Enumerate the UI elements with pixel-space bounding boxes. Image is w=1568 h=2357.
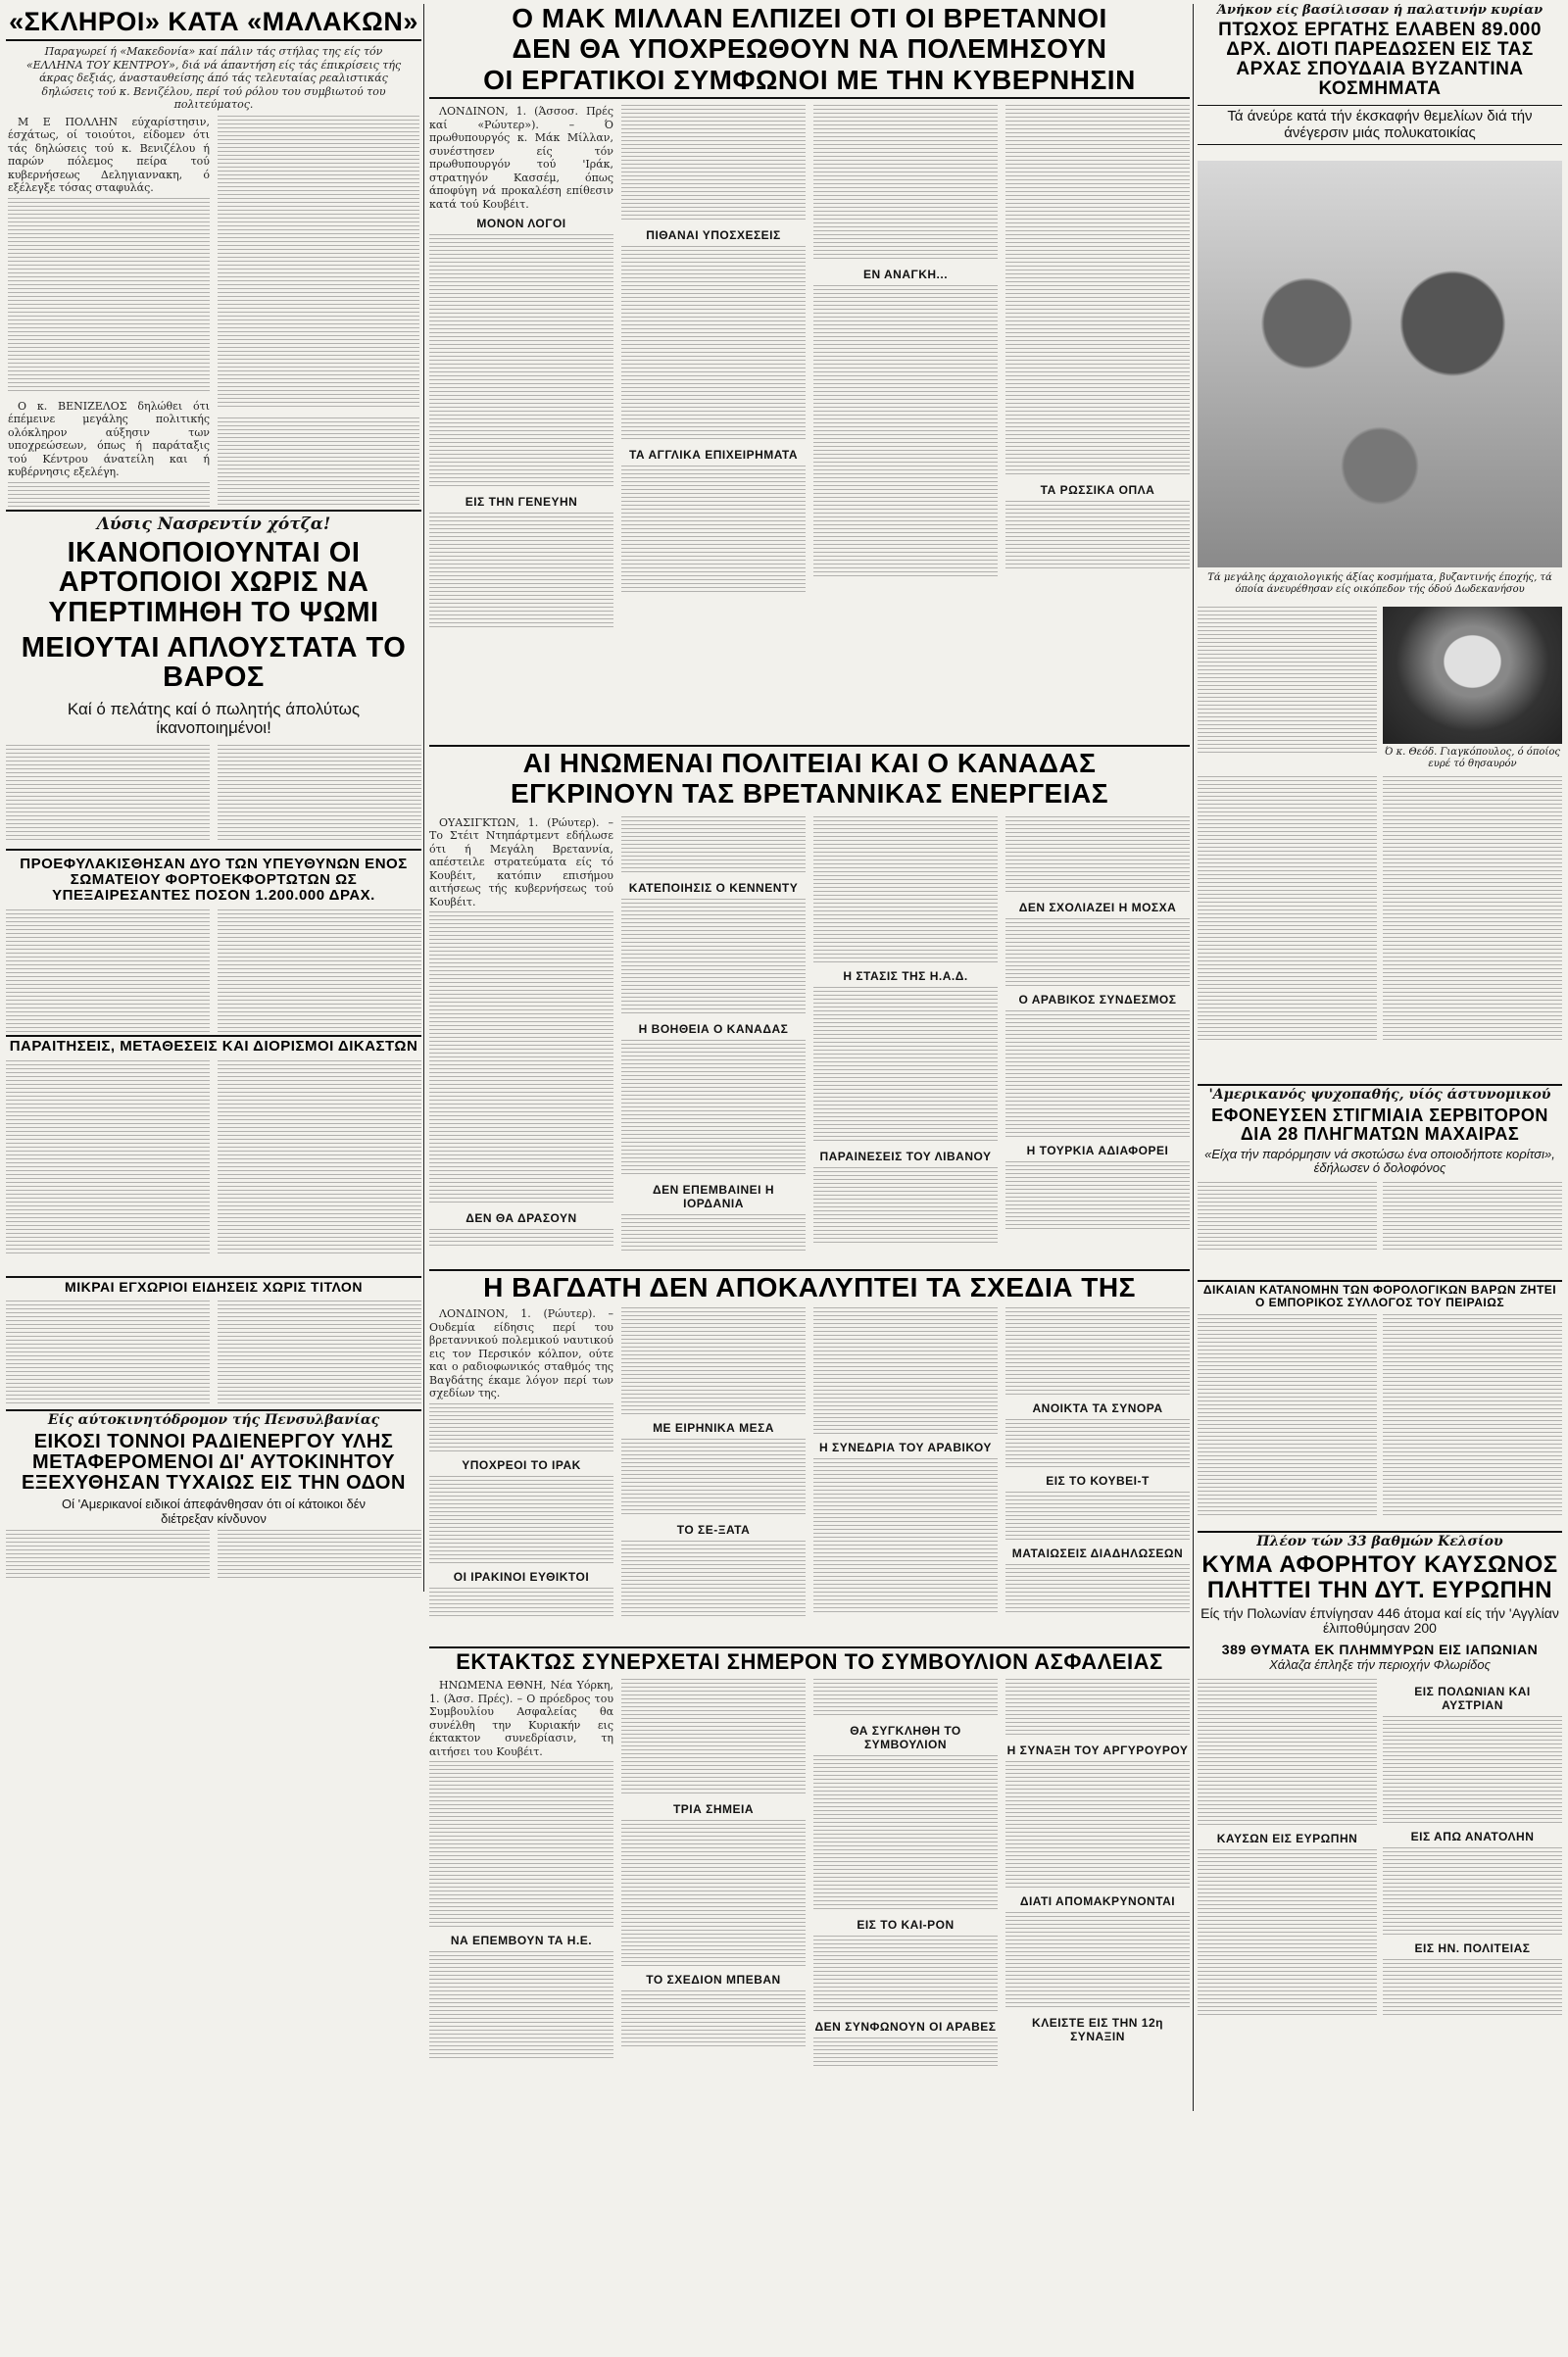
article-judges [6, 1039, 421, 1274]
section-heading: ΘΑ ΣΥΓΚΛΗΘΗ ΤΟ ΣΥΜΒΟΥΛΙΟΝ [850, 1724, 961, 1752]
text-lines [1005, 1419, 1190, 1468]
headline-piraeus-tax: ΔΙΚΑΙΑΝ ΚΑΤΑΝΟΜΗΝ ΤΩΝ ΦΟΡΟΛΟΓΙΚΩΝ ΒΑΡΩΝ ΖΗΤΕΙ Ο ΕΜΠΟΡΙΚΟΣ ΣΥΛΛΟΓΟΣ ΤΟΥ ΠΕΙΡΑΙΩΣ [1202, 1284, 1557, 1309]
section-heading: ΚΑΤΕΠΟΙΗΣΙΣ Ο ΚΕΝΝΕΝΤΥ [628, 880, 799, 895]
section-heading: ΔΙΑΤΙ ΑΠΟΜΑΚΡΥΝΟΝΤΑΙ [1019, 1894, 1176, 1909]
section-heading: ΕΙΣ ΤΗΝ ΓΕΝΕΥΗΝ [465, 495, 578, 510]
section-heading: ΥΠΟΧΡΕΟΙ ΤΟ ΙΡΑΚ [462, 1457, 581, 1472]
headline-us-canada-1: ΑΙ ΗΝΩΜΕΝΑΙ ΠΟΛΙΤΕΙΑΙ ΚΑΙ Ο ΚΑΝΑΔΑΣ [522, 749, 1097, 778]
text-lines [813, 987, 998, 1144]
section-heading: ΕΙΣ ΑΠΩ ΑΝΑΤΟΛΗΝ [1410, 1829, 1535, 1843]
headline-japan-floods: 389 ΘΥΜΑΤΑ ΕΚ ΠΛΗΜΜΥΡΩΝ ΕΙΣ ΙΑΠΩΝΙΑΝ [1221, 1641, 1539, 1657]
section-heading: ΟΙ ΙΡΑΚΙΝΟΙ ΕΥΘΙΚΤΟΙ [453, 1569, 590, 1584]
text-lines [1198, 607, 1377, 754]
worker-portrait [1383, 607, 1562, 744]
headline-killer: ΕΦΟΝΕΥΣΕΝ ΣΤΙΓΜΙΑΙΑ ΣΕΡΒΙΤΟΡΟΝ ΔΙΑ 28 ΠΛΗΓΜΑΤΩΝ ΜΑΧΑΙΡΑΣ [1211, 1105, 1548, 1145]
text-lines [1005, 1010, 1190, 1138]
article-byzantine-jewels [1198, 4, 1562, 1082]
section-heading: ΕΙΣ ΗΝ. ΠΟΛΙΤΕΙΑΣ [1414, 1940, 1531, 1955]
jewels-photo-caption: Τά μεγάλης άρχαιολογικής άξίας κοσμήματα, βυζαντινής έποχής, τά όποία άνευρέθησαν είς οικόπεδον τής όδού Δωδεκανήσου [1207, 572, 1552, 595]
article-us-canada [429, 749, 1190, 1268]
section-heading: ΔΕΝ ΣΧΟΛΙΑΖΕΙ Η ΜΟΣΧΑ [1018, 900, 1177, 914]
section-heading: ΕΙΣ ΤΟ ΚΟΥΒΕΙ-Τ [1046, 1474, 1150, 1489]
headline-porters: ΠΡΟΕΦΥΛΑΚΙΣΘΗΣΑΝ ΔΥΟ ΤΩΝ ΥΠΕΥΘΥΝΩΝ ΕΝΟΣ ΣΩΜΑΤΕΙΟΥ ΦΟΡΤΟΕΚΦΟΡΤΩΤΩΝ ΩΣ ΥΠΕΞΑΙΡΕΣΑΝΤΕΣ ΠΟΣΟΝ 1.200.000 ΔΡΑΧ. [20, 856, 408, 904]
text-lines [8, 482, 210, 509]
text-lines [1383, 1847, 1562, 1936]
text-lines [1383, 776, 1562, 1041]
text-lines [621, 1679, 806, 1796]
section-heading: ΤΟ ΣΕ-ΞΑΤΑ [676, 1523, 751, 1538]
section-heading: Η ΤΟΥΡΚΙΑ ΑΔΙΑΦΟΡΕΙ [1026, 1143, 1169, 1157]
text-lines [813, 2038, 998, 2067]
text-lines [1198, 1182, 1377, 1251]
dateline-macmillan: ΛΟΝΔΙΝΟΝ, 1. (Άσσοσ. Πρές καί «Ρώυτερ»). – Ό πρωθυπουργός κ. Μάκ Μίλλαν, συνέστησεν είς τόν πρωθυπουργόν τού 'Ιράκ, στρατηγόν Κασσέμ, όπως άποφύγη νά προκαλέση επίθεσιν κατά τού Κουβέιτ. [429, 105, 613, 211]
jewels-photo [1198, 161, 1562, 567]
headline-heatwave: ΚΥΜΑ ΑΦΟΡΗΤΟΥ ΚΑΥΣΩΝΟΣ ΠΛΗΤΤΕΙ ΤΗΝ ΔΥΤ. ΕΥΡΩΠΗΝ [1201, 1551, 1558, 1603]
text-lines [218, 745, 421, 843]
article-macmillan [429, 4, 1190, 744]
section-heading: ΤΑ ΡΩΣΣΙΚΑ ΟΠΛΑ [1040, 483, 1155, 498]
dateline-us-canada: ΟΥΑΣΙΓΚΤΩΝ, 1. (Ρώυτερ). – Το Στέιτ Ντηπάρτμεντ εδήλωσε ότι ή Μεγάλη Βρεταννία, απέστειλε στρατεύματα είς τό Κουβέιτ, κατόπιν επισήμου αιτήσεως τής κυβερνήσεως τού Κουβέιτ. [429, 815, 613, 908]
section-heading: ΚΑΥΣΩΝ ΕΙΣ ΕΥΡΩΠΗΝ [1216, 1831, 1358, 1845]
section-heading: ΜΕ ΕΙΡΗΝΙΚΑ ΜΕΣΑ [653, 1421, 774, 1436]
headline-jewels: ΠΤΩΧΟΣ ΕΡΓΑΤΗΣ ΕΛΑΒΕΝ 89.000 ΔΡΧ. ΔΙΟΤΙ ΠΑΡΕΔΩΣΕΝ ΕΙΣ ΤΑΣ ΑΡΧΑΣ ΣΠΟΥΔΑΙΑ ΒΥΖΑΝΤΙΝΑ ΚΟΣΜΗΜΑΤΑ [1218, 20, 1542, 100]
section-heading: ΚΛΕΙΣΤΕ ΕΙΣ ΤΗΝ 12η ΣΥΝΑΞΙΝ [1032, 2016, 1163, 2044]
article-hard-vs-soft [6, 4, 421, 509]
text-lines [621, 1214, 806, 1253]
text-lines [218, 116, 419, 410]
text-lines [1383, 1182, 1562, 1251]
kicker-heatwave: Πλέον τών 33 βαθμών Κελσίου [1256, 1535, 1503, 1549]
text-lines [621, 1990, 806, 2049]
text-lines [429, 513, 613, 630]
portrait-caption: Ό κ. Θεόδ. Γιαγκόπουλος, ό όποίος ευρέ τό θησαυρόν [1385, 747, 1560, 769]
text-lines [621, 816, 806, 875]
headline-macmillan-3: ΟΙ ΕΡΓΑΤΙΚΟΙ ΣΥΜΦΩΝΟΙ ΜΕ ΤΗΝ ΚΥΒΕΡΝΗΣΙΝ [429, 66, 1190, 99]
subhead-heatwave: Είς τήν Πολωνίαν έπνίγησαν 446 άτομα καί είς τήν 'Αγγλίαν έλιποθύμησαν 200 [1200, 1604, 1559, 1637]
text-lines [1005, 1912, 1190, 2010]
text-lines [813, 105, 998, 262]
text-lines [429, 1588, 613, 1617]
text-lines [621, 1439, 806, 1517]
text-lines [429, 1476, 613, 1564]
headline-bakers-2: ΜΕΙΟΥΤΑΙ ΑΠΛΟΥΣΤΑΤΑ ΤΟ ΒΑΡΟΣ [21, 632, 407, 694]
text-lines [621, 1820, 806, 1967]
text-lines [1005, 501, 1190, 569]
text-lines [1198, 776, 1377, 1041]
text-lines [1005, 105, 1190, 477]
subhead-jewels: Τά άνεύρε κατά τήν έκσκαφήν θεμελίων διά τήν άνέγερσιν μιάς πολυκατοικίας [1198, 105, 1562, 145]
text-lines [813, 1936, 998, 2014]
text-lines [218, 417, 419, 508]
text-lines [813, 816, 998, 963]
article-american-killer [1198, 1088, 1562, 1279]
section-heading: ΑΝΟΙΚΤΑ ΤΑ ΣΥΝΟΡΑ [1032, 1401, 1163, 1416]
text-lines [429, 1951, 613, 2059]
text-lines [429, 911, 613, 1205]
text-lines [1005, 1161, 1190, 1230]
section-heading: ΔΕΝ ΕΠΕΜΒΑΙΝΕΙ Η ΙΟΡΔΑΝΙΑ [653, 1182, 774, 1210]
section-heading: ΤΑ ΑΓΓΛΙΚΑ ΕΠΙΧΕΙΡΗΜΑΤΑ [628, 448, 799, 463]
section-heading: ΔΕΝ ΘΑ ΔΡΑΣΟΥΝ [466, 1211, 577, 1226]
section-heading: Η ΣΥΝΕΔΡΙΑ ΤΟΥ ΑΡΑΒΙΚΟΥ [819, 1441, 992, 1455]
text-lines [621, 1541, 806, 1619]
section-heading: ΕΙΣ ΤΟ ΚΑΙ-ΡΟΝ [857, 1918, 955, 1933]
kicker-jewels: Άνήκον είς βασίλισσαν ή παλατινήν κυρίαν [1216, 4, 1544, 18]
kicker-killer: 'Αμερικανός ψυχοπαθής, υίός άστυνομικού [1208, 1088, 1551, 1103]
subhead-killer: «Είχα τήν παρόρμησιν νά σκοτώσω ένα οποιοδήποτε κορίτσι», έδήλωσεν ό δολοφόνος [1204, 1147, 1555, 1176]
section-heading: ΤΟ ΣΧΕΔΙΟΝ ΜΠΕΒΑΝ [646, 1973, 781, 1988]
headline-local-news: ΜΙΚΡΑΙ ΕΓΧΩΡΙΟΙ ΕΙΔΗΣΕΙΣ ΧΩΡΙΣ ΤΙΤΛΟΝ [65, 1280, 363, 1295]
kicker-bakers: Λύσις Νασρεντίν χότζα! [96, 515, 331, 534]
headline-hard-vs-soft: «ΣΚΛΗΡΟΙ» ΚΑΤΑ «ΜΑΛΑΚΩΝ» [6, 4, 421, 41]
text-lines [6, 1301, 210, 1403]
text-lines [1383, 1716, 1562, 1824]
headline-judges: ΠΑΡΑΙΤΗΣΕΙΣ, ΜΕΤΑΘΕΣΕΙΣ ΚΑΙ ΔΙΟΡΙΣΜΟΙ ΔΙΚΑΣΤΩΝ [9, 1039, 418, 1055]
text-lines [1198, 1849, 1377, 2016]
text-lines [429, 234, 613, 489]
text-lines [813, 1307, 998, 1435]
section-heading: Η ΣΥΝΑΞΗ ΤΟΥ ΑΡΓΥΡΟΥΡΟΥ [1006, 1743, 1189, 1758]
section-heading: ΔΕΝ ΣΥΝΦΩΝΟΥΝ ΟΙ ΑΡΑΒΕΣ [814, 2020, 997, 2035]
text-lines [429, 1403, 613, 1452]
section-heading: ΜΟΝΟΝ ΛΟΓΟΙ [476, 217, 566, 231]
text-lines [429, 1761, 613, 1928]
text-lines [621, 1040, 806, 1177]
text-lines [621, 899, 806, 1016]
article-security-council [429, 1650, 1190, 2111]
headline-security-council: ΕΚΤΑΚΤΩΣ ΣΥΝΕΡΧΕΤΑΙ ΣΗΜΕΡΟΝ ΤΟ ΣΥΜΒΟΥΛΙΟΝ ΑΣΦΑΛΕΙΑΣ [456, 1650, 1163, 1674]
text-lines [1005, 1761, 1190, 1889]
text-lines [1005, 1679, 1190, 1738]
text-lines [8, 198, 210, 394]
text-lines [813, 285, 998, 579]
text-lines [813, 1755, 998, 1912]
headline-bakers: ΙΚΑΝΟΠΟΙΟΥΝΤΑΙ ΟΙ ΑΡΤΟΠΟΙΟΙ ΧΩΡΙΣ ΝΑ ΥΠΕΡΤΙΜΗΘΗ ΤΟ ΨΩΜΙ [48, 536, 379, 628]
kicker-radioactive: Είς αύτοκινητόδρομον τής Πενσυλβανίας [47, 1413, 380, 1428]
dateline-security-council: ΗΝΩΜΕΝΑ ΕΘΝΗ, Νέα Υόρκη, 1. (Άσσ. Πρές). – Ο πρόεδρος του Συμβουλίου Ασφαλείας θα συνέλθη την Κυριακήν εις έκτακτον συνεδρίασιν, τη αιτήσει του Κουβέιτ. [429, 1679, 613, 1758]
article-heatwave [1198, 1535, 1562, 2111]
text-lines [1383, 1314, 1562, 1515]
text-lines [621, 246, 806, 442]
dateline-baghdad: ΛΟΝΔΙΝΟΝ, 1. (Ρώυτερ). – Ουδεμία είδησις περί του βρεταννικού πολεμικού ναυτικού εις τον Περσικόν κόλπον, ούτε και ο ραδιοφωνικός σταθμός της Βαγδάτης έκαμε λόγον περί των σχεδίων της. [429, 1307, 613, 1400]
section-heading: ΕΝ ΑΝΑΓΚΗ... [862, 268, 949, 282]
text-lines [621, 105, 806, 222]
section-heading: Η ΣΤΑΣΙΣ ΤΗΣ Η.Α.Δ. [843, 968, 968, 983]
article-piraeus-tax [1198, 1284, 1562, 1529]
text-lines [6, 745, 210, 843]
article-bakers [6, 514, 421, 1033]
body-paragraph: Μ Ε ΠΟΛΛΗΝ εύχαρίστησιν, έσχάτως, οί τοιούτοι, είδομεν ότι τάς δηλώσεις τού κ. Βενιζέλου ή παρών πόλεμος πείρα τού κυβερνήσεως Δεληγιαννακη, ό εξέλεγξε τόσας σταφυλάς. [8, 115, 210, 195]
text-lines [6, 909, 210, 1034]
text-lines [218, 1301, 421, 1403]
subhead-florida-hail: Χάλαζα έπληξε τήν περιοχήν Φλωρίδος [1269, 1657, 1491, 1673]
section-heading: Ο ΑΡΑΒΙΚΟΣ ΣΥΝΔΕΣΜΟΣ [1018, 992, 1177, 1007]
text-lines [6, 1530, 210, 1579]
text-lines [1005, 1492, 1190, 1541]
text-lines [218, 1530, 421, 1579]
section-heading: ΕΙΣ ΠΟΛΩΝΙΑΝ ΚΑΙ ΑΥΣΤΡΙΑΝ [1414, 1684, 1531, 1712]
headline-macmillan-2: ΔΕΝ ΘΑ ΥΠΟΧΡΕΩΘΟΥΝ ΝΑ ΠΟΛΕΜΗΣΟΥΝ [512, 33, 1107, 65]
text-lines [621, 1307, 806, 1415]
headline-radioactive: ΕΙΚΟΣΙ ΤΟΝΝΟΙ ΡΑΔΙΕΝΕΡΓΟΥ ΥΛΗΣ ΜΕΤΑΦΕΡΟΜΕΝΟΙ ΔΙ' ΑΥΤΟΚΙΝΗΤΟΥ ΕΞΕΧΥΘΗΣΑΝ ΤΥΧΑΙΩΣ ΕΙΣ ΤΗΝ ΟΔΟΝ [22, 1431, 406, 1495]
headline-us-canada-2: ΕΓΚΡΙΝΟΥΝ ΤΑΣ ΒΡΕΤΑΝΝΙΚΑΣ ΕΝΕΡΓΕΙΑΣ [510, 778, 1109, 810]
text-lines [6, 1060, 210, 1256]
section-heading: ΝΑ ΕΠΕΜΒΟΥΝ ΤΑ Η.Ε. [450, 1934, 593, 1948]
text-lines [218, 909, 421, 1034]
text-lines [1005, 1564, 1190, 1613]
article-radioactive [6, 1413, 421, 1595]
section-heading: Η ΒΟΗΘΕΙΑ Ο ΚΑΝΑΔΑΣ [638, 1021, 789, 1036]
text-lines [1383, 1959, 1562, 2018]
body-paragraph: Ο κ. ΒΕΝΙΖΕΛΟΣ δηλώθει ότι έπέμεινε μεγάλης πολιτικής ολόκληρον αύξησιν των υποχρεώσεων, όπως ή παράταξις τού Κέντρου άνατείλη και ή κυβέρνησις εξελέγη. [8, 399, 210, 479]
section-heading: ΜΑΤΑΙΩΣΕΙΣ ΔΙΑΔΗΛΩΣΕΩΝ [1011, 1547, 1184, 1561]
article-local-news [6, 1280, 421, 1407]
section-heading: ΠΙΘΑΝΑΙ ΥΠΟΣΧΕΣΕΙΣ [646, 228, 781, 243]
text-lines [1005, 918, 1190, 987]
text-lines [429, 1229, 613, 1249]
text-lines [813, 1167, 998, 1246]
section-heading: ΤΡΙΑ ΣΗΜΕΙΑ [672, 1802, 755, 1817]
text-lines [1198, 1314, 1377, 1515]
subhead-radioactive: Οί 'Αμερικανοί ειδικοί άπεφάνθησαν ότι οί κάτοικοι δέν διέτρεξαν κίνδυνον [61, 1497, 367, 1526]
text-lines [1198, 1679, 1377, 1826]
intro-text: Παραγωρεί ή «Μακεδονία» καί πάλιν τάς στήλας της είς τόν «ΕΛΛΗΝΑ ΤΟΥ ΚΕΝΤΡΟΥ», διά νά άπαντήση είς τάς έπικρίσεις τής άκρας δεξιάς, άνασταυθείσης άπό τάς τελευταίας ρεαλιστικάς δηλώσεις τού κ. Βενιζέλου, περί τού ρόλου του συμβιωτού του πολιτεύματος. [25, 45, 402, 112]
text-lines [1005, 816, 1190, 895]
headline-macmillan-1: Ο ΜΑΚ ΜΙΛΛΑΝ ΕΛΠΙΖΕΙ ΟΤΙ ΟΙ ΒΡΕΤΑΝΝΟΙ [512, 4, 1107, 33]
text-lines [813, 1679, 998, 1718]
text-lines [1005, 1307, 1190, 1396]
text-lines [813, 1458, 998, 1615]
text-lines [218, 1060, 421, 1256]
headline-baghdad: Η ΒΑΓΔΑΤΗ ΔΕΝ ΑΠΟΚΑΛΥΠΤΕΙ ΤΑ ΣΧΕΔΙΑ ΤΗΣ [483, 1273, 1136, 1302]
subhead-bakers: Καί ό πελάτης καί ό πωλητής άπολύτως ίκανοποιημένοι! [67, 699, 361, 737]
text-lines [621, 466, 806, 593]
section-heading: ΠΑΡΑΙΝΕΣΕΙΣ ΤΟΥ ΛΙΒΑΝΟΥ [819, 1149, 992, 1163]
article-baghdad [429, 1273, 1190, 1645]
